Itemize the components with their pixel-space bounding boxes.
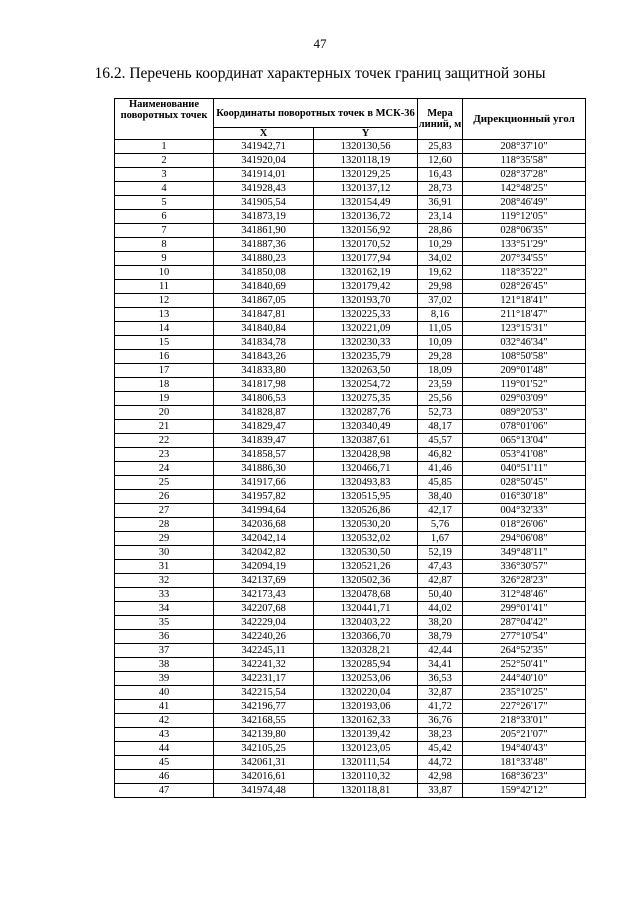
cell-line-length: 37,02 <box>418 294 463 308</box>
cell-y: 1320441,71 <box>314 602 418 616</box>
table-row <box>115 140 586 154</box>
table-body <box>115 140 586 798</box>
cell-line-length: 38,40 <box>418 490 463 504</box>
cell-line-length: 34,41 <box>418 658 463 672</box>
cell-x: 342168,55 <box>214 714 314 728</box>
cell-direction-angle: 299°01'41" <box>463 602 586 616</box>
cell-point-number: 8 <box>115 238 214 252</box>
cell-point-number: 44 <box>115 742 214 756</box>
cell-line-length: 33,87 <box>418 784 463 798</box>
table-row <box>115 308 586 322</box>
table-row <box>115 560 586 574</box>
cell-direction-angle: 040°51'11" <box>463 462 586 476</box>
table-row <box>115 378 586 392</box>
cell-line-length: 12,60 <box>418 154 463 168</box>
cell-x: 341828,87 <box>214 406 314 420</box>
table-row <box>115 490 586 504</box>
table-row <box>115 574 586 588</box>
cell-x: 342229,04 <box>214 616 314 630</box>
cell-point-number: 27 <box>115 504 214 518</box>
cell-line-length: 48,17 <box>418 420 463 434</box>
cell-direction-angle: 133°51'29" <box>463 238 586 252</box>
cell-x: 342094,19 <box>214 560 314 574</box>
cell-line-length: 8,16 <box>418 308 463 322</box>
cell-y: 1320179,42 <box>314 280 418 294</box>
table-row <box>115 364 586 378</box>
cell-point-number: 16 <box>115 350 214 364</box>
cell-point-number: 1 <box>115 140 214 154</box>
cell-y: 1320263,50 <box>314 364 418 378</box>
table-row <box>115 644 586 658</box>
cell-y: 1320275,35 <box>314 392 418 406</box>
page-number: 47 <box>313 36 327 51</box>
cell-line-length: 34,02 <box>418 252 463 266</box>
cell-line-length: 38,79 <box>418 630 463 644</box>
cell-line-length: 42,44 <box>418 644 463 658</box>
cell-direction-angle: 277°10'54" <box>463 630 586 644</box>
cell-y: 1320193,70 <box>314 294 418 308</box>
cell-point-number: 47 <box>115 784 214 798</box>
table-row <box>115 784 586 798</box>
header-point-name: Наименование поворотных точек <box>115 99 214 140</box>
table-row <box>115 700 586 714</box>
cell-direction-angle: 118°35'58" <box>463 154 586 168</box>
cell-x: 342215,54 <box>214 686 314 700</box>
table-row <box>115 224 586 238</box>
cell-x: 342231,17 <box>214 672 314 686</box>
coordinates-table <box>114 98 586 798</box>
cell-y: 1320466,71 <box>314 462 418 476</box>
cell-line-length: 45,85 <box>418 476 463 490</box>
cell-direction-angle: 326°28'23" <box>463 574 586 588</box>
cell-direction-angle: 294°06'08" <box>463 532 586 546</box>
cell-x: 341847,81 <box>214 308 314 322</box>
cell-x: 341840,84 <box>214 322 314 336</box>
cell-line-length: 29,28 <box>418 350 463 364</box>
cell-point-number: 29 <box>115 532 214 546</box>
cell-x: 341834,78 <box>214 336 314 350</box>
cell-y: 1320340,49 <box>314 420 418 434</box>
table-row <box>115 588 586 602</box>
cell-point-number: 35 <box>115 616 214 630</box>
cell-y: 1320530,20 <box>314 518 418 532</box>
cell-point-number: 42 <box>115 714 214 728</box>
table-row <box>115 602 586 616</box>
cell-direction-angle: 028°06'35" <box>463 224 586 238</box>
cell-point-number: 38 <box>115 658 214 672</box>
cell-direction-angle: 207°34'55" <box>463 252 586 266</box>
cell-x: 342240,26 <box>214 630 314 644</box>
cell-line-length: 29,98 <box>418 280 463 294</box>
cell-y: 1320137,12 <box>314 182 418 196</box>
cell-direction-angle: 218°33'01" <box>463 714 586 728</box>
cell-direction-angle: 028°37'28" <box>463 168 586 182</box>
cell-x: 341829,47 <box>214 420 314 434</box>
cell-direction-angle: 028°26'45" <box>463 280 586 294</box>
cell-x: 342105,25 <box>214 742 314 756</box>
cell-point-number: 4 <box>115 182 214 196</box>
cell-point-number: 10 <box>115 266 214 280</box>
table-row <box>115 196 586 210</box>
table-row <box>115 182 586 196</box>
cell-y: 1320177,94 <box>314 252 418 266</box>
cell-direction-angle: 244°40'10" <box>463 672 586 686</box>
cell-point-number: 43 <box>115 728 214 742</box>
header-y: Y <box>314 128 418 140</box>
cell-y: 1320526,86 <box>314 504 418 518</box>
cell-point-number: 17 <box>115 364 214 378</box>
table-row <box>115 616 586 630</box>
cell-line-length: 45,42 <box>418 742 463 756</box>
cell-x: 342245,11 <box>214 644 314 658</box>
cell-x: 342196,77 <box>214 700 314 714</box>
cell-x: 342016,61 <box>214 770 314 784</box>
cell-y: 1320532,02 <box>314 532 418 546</box>
cell-y: 1320123,05 <box>314 742 418 756</box>
cell-line-length: 41,72 <box>418 700 463 714</box>
cell-line-length: 23,14 <box>418 210 463 224</box>
cell-direction-angle: 181°33'48" <box>463 756 586 770</box>
cell-direction-angle: 018°26'06" <box>463 518 586 532</box>
cell-x: 341957,82 <box>214 490 314 504</box>
cell-line-length: 32,87 <box>418 686 463 700</box>
cell-line-length: 42,98 <box>418 770 463 784</box>
cell-direction-angle: 053°41'08" <box>463 448 586 462</box>
cell-y: 1320530,50 <box>314 546 418 560</box>
cell-line-length: 50,40 <box>418 588 463 602</box>
cell-line-length: 28,86 <box>418 224 463 238</box>
cell-direction-angle: 089°20'53" <box>463 406 586 420</box>
cell-point-number: 34 <box>115 602 214 616</box>
cell-direction-angle: 312°48'46" <box>463 588 586 602</box>
cell-point-number: 14 <box>115 322 214 336</box>
table-row <box>115 658 586 672</box>
cell-point-number: 13 <box>115 308 214 322</box>
cell-point-number: 15 <box>115 336 214 350</box>
cell-y: 1320230,33 <box>314 336 418 350</box>
cell-direction-angle: 252°50'41" <box>463 658 586 672</box>
table-row <box>115 322 586 336</box>
cell-direction-angle: 208°46'49" <box>463 196 586 210</box>
cell-x: 341994,64 <box>214 504 314 518</box>
cell-y: 1320366,70 <box>314 630 418 644</box>
cell-y: 1320515,95 <box>314 490 418 504</box>
cell-point-number: 18 <box>115 378 214 392</box>
cell-point-number: 5 <box>115 196 214 210</box>
cell-x: 341905,54 <box>214 196 314 210</box>
cell-point-number: 37 <box>115 644 214 658</box>
cell-x: 341914,01 <box>214 168 314 182</box>
cell-direction-angle: 194°40'43" <box>463 742 586 756</box>
cell-line-length: 10,29 <box>418 238 463 252</box>
cell-y: 1320220,04 <box>314 686 418 700</box>
cell-line-length: 5,76 <box>418 518 463 532</box>
cell-direction-angle: 108°50'58" <box>463 350 586 364</box>
cell-line-length: 10,09 <box>418 336 463 350</box>
cell-line-length: 36,53 <box>418 672 463 686</box>
cell-x: 341942,71 <box>214 140 314 154</box>
cell-point-number: 22 <box>115 434 214 448</box>
cell-y: 1320156,92 <box>314 224 418 238</box>
cell-y: 1320225,33 <box>314 308 418 322</box>
cell-x: 341839,47 <box>214 434 314 448</box>
table-row <box>115 742 586 756</box>
cell-x: 341843,26 <box>214 350 314 364</box>
cell-y: 1320478,68 <box>314 588 418 602</box>
cell-x: 341806,53 <box>214 392 314 406</box>
cell-y: 1320129,25 <box>314 168 418 182</box>
cell-line-length: 42,87 <box>418 574 463 588</box>
cell-direction-angle: 118°35'22" <box>463 266 586 280</box>
cell-line-length: 23,59 <box>418 378 463 392</box>
table-row <box>115 504 586 518</box>
cell-y: 1320110,32 <box>314 770 418 784</box>
table-row <box>115 630 586 644</box>
cell-x: 341861,90 <box>214 224 314 238</box>
cell-y: 1320254,72 <box>314 378 418 392</box>
cell-y: 1320162,33 <box>314 714 418 728</box>
cell-x: 341974,48 <box>214 784 314 798</box>
table-row <box>115 154 586 168</box>
cell-point-number: 9 <box>115 252 214 266</box>
cell-line-length: 42,17 <box>418 504 463 518</box>
section-title: 16.2. Перечень координат характерных точек границ защитной зоны <box>94 65 546 82</box>
cell-x: 341917,66 <box>214 476 314 490</box>
cell-direction-angle: 227°26'17" <box>463 700 586 714</box>
table-row <box>115 238 586 252</box>
cell-point-number: 20 <box>115 406 214 420</box>
cell-direction-angle: 159°42'12" <box>463 784 586 798</box>
cell-x: 342042,82 <box>214 546 314 560</box>
cell-line-length: 36,76 <box>418 714 463 728</box>
cell-line-length: 25,56 <box>418 392 463 406</box>
cell-direction-angle: 123°15'31" <box>463 322 586 336</box>
table-row <box>115 476 586 490</box>
cell-direction-angle: 121°18'41" <box>463 294 586 308</box>
cell-line-length: 38,23 <box>418 728 463 742</box>
cell-line-length: 52,73 <box>418 406 463 420</box>
cell-y: 1320111,54 <box>314 756 418 770</box>
cell-direction-angle: 205°21'07" <box>463 728 586 742</box>
cell-point-number: 23 <box>115 448 214 462</box>
cell-point-number: 12 <box>115 294 214 308</box>
cell-point-number: 30 <box>115 546 214 560</box>
cell-x: 341928,43 <box>214 182 314 196</box>
cell-direction-angle: 349°48'11" <box>463 546 586 560</box>
cell-line-length: 46,82 <box>418 448 463 462</box>
cell-point-number: 32 <box>115 574 214 588</box>
cell-line-length: 18,09 <box>418 364 463 378</box>
cell-direction-angle: 336°30'57" <box>463 560 586 574</box>
cell-y: 1320285,94 <box>314 658 418 672</box>
cell-point-number: 31 <box>115 560 214 574</box>
table-row <box>115 210 586 224</box>
cell-y: 1320170,52 <box>314 238 418 252</box>
cell-line-length: 38,20 <box>418 616 463 630</box>
cell-x: 342139,80 <box>214 728 314 742</box>
cell-line-length: 44,72 <box>418 756 463 770</box>
cell-x: 342207,68 <box>214 602 314 616</box>
cell-x: 341920,04 <box>214 154 314 168</box>
cell-direction-angle: 119°01'52" <box>463 378 586 392</box>
cell-y: 1320287,76 <box>314 406 418 420</box>
table-row <box>115 392 586 406</box>
table-row <box>115 714 586 728</box>
cell-line-length: 11,05 <box>418 322 463 336</box>
cell-y: 1320502,36 <box>314 574 418 588</box>
cell-x: 342042,14 <box>214 532 314 546</box>
cell-y: 1320328,21 <box>314 644 418 658</box>
cell-x: 342036,68 <box>214 518 314 532</box>
cell-point-number: 45 <box>115 756 214 770</box>
cell-direction-angle: 208°37'10" <box>463 140 586 154</box>
cell-direction-angle: 119°12'05" <box>463 210 586 224</box>
cell-point-number: 6 <box>115 210 214 224</box>
table-row <box>115 728 586 742</box>
cell-point-number: 11 <box>115 280 214 294</box>
cell-x: 341850,08 <box>214 266 314 280</box>
cell-direction-angle: 211°18'47" <box>463 308 586 322</box>
cell-y: 1320118,81 <box>314 784 418 798</box>
cell-direction-angle: 032°46'34" <box>463 336 586 350</box>
table-row <box>115 546 586 560</box>
table-row <box>115 756 586 770</box>
cell-line-length: 28,73 <box>418 182 463 196</box>
cell-y: 1320154,49 <box>314 196 418 210</box>
cell-x: 341858,57 <box>214 448 314 462</box>
cell-direction-angle: 016°30'18" <box>463 490 586 504</box>
cell-y: 1320118,19 <box>314 154 418 168</box>
cell-point-number: 26 <box>115 490 214 504</box>
cell-y: 1320235,79 <box>314 350 418 364</box>
cell-x: 341873,19 <box>214 210 314 224</box>
cell-line-length: 52,19 <box>418 546 463 560</box>
table-row <box>115 266 586 280</box>
cell-line-length: 16,43 <box>418 168 463 182</box>
cell-x: 341833,80 <box>214 364 314 378</box>
header-direction-angle: Дирекционный угол <box>463 99 586 140</box>
cell-line-length: 1,67 <box>418 532 463 546</box>
table-row <box>115 532 586 546</box>
cell-point-number: 41 <box>115 700 214 714</box>
cell-direction-angle: 209°01'48" <box>463 364 586 378</box>
cell-direction-angle: 264°52'35" <box>463 644 586 658</box>
cell-x: 341887,36 <box>214 238 314 252</box>
cell-y: 1320136,72 <box>314 210 418 224</box>
cell-point-number: 19 <box>115 392 214 406</box>
cell-point-number: 33 <box>115 588 214 602</box>
cell-direction-angle: 168°36'23" <box>463 770 586 784</box>
cell-point-number: 7 <box>115 224 214 238</box>
table-row <box>115 434 586 448</box>
cell-x: 341867,05 <box>214 294 314 308</box>
cell-line-length: 36,91 <box>418 196 463 210</box>
cell-point-number: 2 <box>115 154 214 168</box>
cell-y: 1320428,98 <box>314 448 418 462</box>
cell-line-length: 44,02 <box>418 602 463 616</box>
cell-point-number: 24 <box>115 462 214 476</box>
cell-y: 1320139,42 <box>314 728 418 742</box>
cell-point-number: 36 <box>115 630 214 644</box>
table-row <box>115 294 586 308</box>
cell-x: 342137,69 <box>214 574 314 588</box>
cell-y: 1320253,06 <box>314 672 418 686</box>
table-row <box>115 350 586 364</box>
table-row <box>115 448 586 462</box>
cell-x: 342241,32 <box>214 658 314 672</box>
cell-y: 1320521,26 <box>314 560 418 574</box>
header-coordinates: Координаты поворотных точек в МСК-36 <box>214 99 418 128</box>
table-row <box>115 420 586 434</box>
cell-y: 1320403,22 <box>314 616 418 630</box>
cell-y: 1320387,61 <box>314 434 418 448</box>
cell-direction-angle: 028°50'45" <box>463 476 586 490</box>
cell-direction-angle: 065°13'04" <box>463 434 586 448</box>
cell-point-number: 3 <box>115 168 214 182</box>
cell-x: 341886,30 <box>214 462 314 476</box>
cell-point-number: 21 <box>115 420 214 434</box>
table-row <box>115 518 586 532</box>
table-row <box>115 770 586 784</box>
table-row <box>115 280 586 294</box>
cell-point-number: 46 <box>115 770 214 784</box>
cell-x: 342061,31 <box>214 756 314 770</box>
cell-point-number: 39 <box>115 672 214 686</box>
cell-y: 1320221,09 <box>314 322 418 336</box>
cell-line-length: 19,62 <box>418 266 463 280</box>
header-x: X <box>214 128 314 140</box>
cell-direction-angle: 029°03'09" <box>463 392 586 406</box>
cell-point-number: 25 <box>115 476 214 490</box>
table-row <box>115 686 586 700</box>
table-row <box>115 252 586 266</box>
cell-y: 1320162,19 <box>314 266 418 280</box>
table-row <box>115 406 586 420</box>
cell-point-number: 40 <box>115 686 214 700</box>
table-row <box>115 336 586 350</box>
table-row <box>115 168 586 182</box>
cell-line-length: 25,83 <box>418 140 463 154</box>
cell-line-length: 47,43 <box>418 560 463 574</box>
cell-direction-angle: 235°10'25" <box>463 686 586 700</box>
table-row <box>115 462 586 476</box>
cell-x: 342173,43 <box>214 588 314 602</box>
cell-y: 1320493,83 <box>314 476 418 490</box>
cell-x: 341817,98 <box>214 378 314 392</box>
cell-direction-angle: 287°04'42" <box>463 616 586 630</box>
table-row <box>115 672 586 686</box>
cell-direction-angle: 142°48'25" <box>463 182 586 196</box>
cell-y: 1320193,06 <box>314 700 418 714</box>
cell-line-length: 41,46 <box>418 462 463 476</box>
cell-direction-angle: 078°01'06" <box>463 420 586 434</box>
cell-x: 341880,23 <box>214 252 314 266</box>
cell-x: 341840,69 <box>214 280 314 294</box>
cell-direction-angle: 004°32'33" <box>463 504 586 518</box>
cell-point-number: 28 <box>115 518 214 532</box>
header-line-length: Мера линий, м <box>418 99 463 140</box>
cell-line-length: 45,57 <box>418 434 463 448</box>
cell-y: 1320130,56 <box>314 140 418 154</box>
